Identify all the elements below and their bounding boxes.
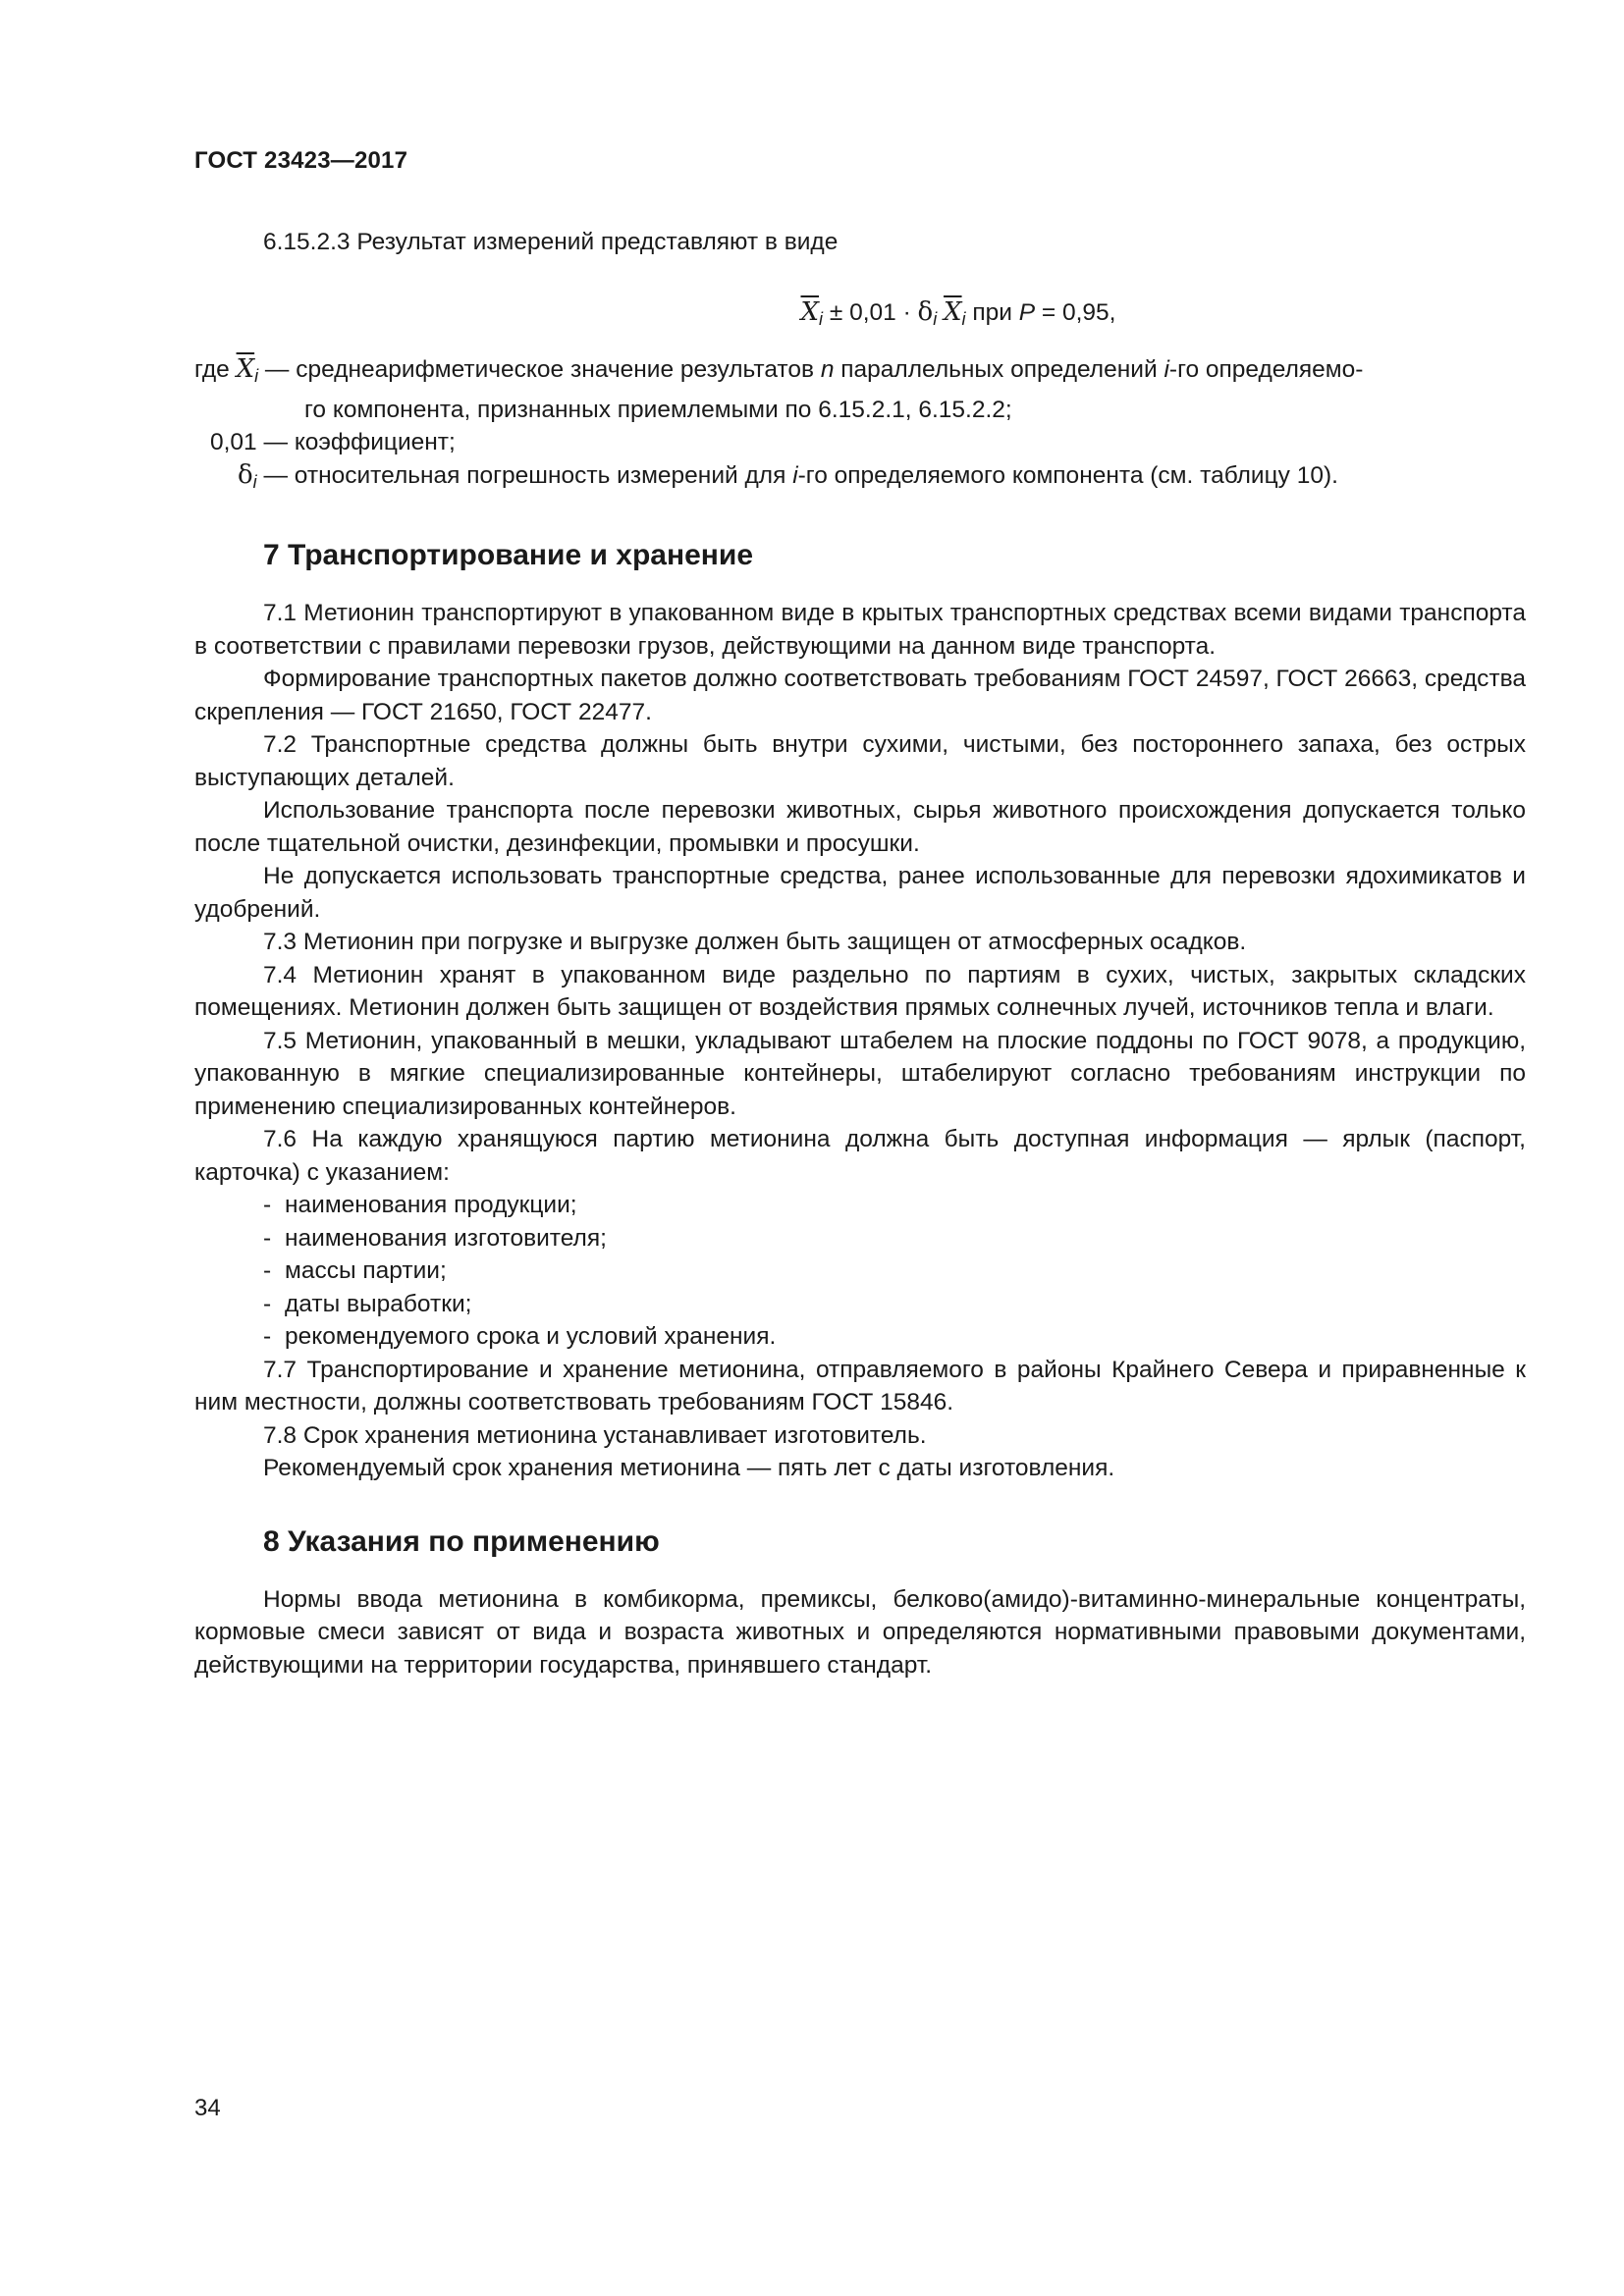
formula-delta-sub: i [933, 308, 938, 329]
paragraph: 7.7 Транспортирование и хранение метионина, отправляемого в районы Крайнего Севера и приравненные к ним местности, должны соответствовать требованиям ГОСТ 15846. [194, 1356, 1526, 1415]
legend-symbol-x-sub: i [254, 366, 259, 386]
paragraph: 7.3 Метионин при погрузке и выгрузке должен быть защищен от атмосферных осадков. [263, 929, 1247, 955]
label-info-list [194, 1189, 1526, 1354]
legend-text: относительная погрешность измерений для [294, 461, 793, 489]
legend-prefix: где [194, 356, 237, 383]
formula-x-mean-2: $\overline{X}$ [944, 296, 962, 327]
legend-symbol-delta-sub: i [252, 471, 257, 492]
list-item: - рекомендуемого срока и условий хранения. [263, 1320, 1526, 1354]
paragraph: Формирование транспортных пакетов должно соответствовать требованиям ГОСТ 24597, ГОСТ 26663, средства скрепления — ГОСТ 21650, ГОСТ 22477. [194, 666, 1526, 725]
legend-text: -го определяемого компонента (см. таблицу 10). [797, 461, 1338, 489]
paragraph: 7.2 Транспортные средства должны быть внутри сухими, чистыми, без постороннего запаха, без острых выступающих деталей. [194, 731, 1526, 791]
document-header: ГОСТ 23423—2017 [194, 147, 408, 174]
legend-text-continuation: го компонента, признанных приемлемыми по 6.15.2.1, 6.15.2.2; [304, 396, 1012, 423]
legend-dash: — [258, 356, 297, 383]
paragraph: Рекомендуемый срок хранения метионина — пять лет с даты изготовления. [263, 1455, 1115, 1481]
legend-term-delta [238, 459, 257, 500]
formula-x-mean: $\overline{X}$ [800, 296, 820, 327]
paragraph: 7.5 Метионин, упакованный в мешки, укладывают штабелем на плоские поддоны по ГОСТ 9078, а продукцию, упакованную в мягкие специализированные контейнеры, штабелируют согласно требованиям инструкции по применению специализированных контейнеров. [194, 1027, 1526, 1120]
legend-n: n [820, 356, 835, 383]
legend-term-coef: 0,01 [210, 429, 257, 455]
formula-space [937, 299, 944, 326]
legend-dash: — [256, 429, 295, 455]
legend-item-x [194, 353, 1526, 426]
formula-sub-i: i [819, 308, 824, 329]
legend-text: среднеарифметическое значение результатов [296, 356, 821, 383]
legend-item-delta [194, 459, 1526, 500]
legend-symbol-x: $\overline{X}$ [236, 354, 255, 384]
legend-i: i [792, 461, 798, 489]
legend-text: параллельных определений [834, 356, 1164, 383]
formula-p-value: = 0,95, [1035, 298, 1116, 326]
result-formula [194, 296, 1526, 337]
formula-legend [194, 353, 1526, 499]
paragraph: 7.8 Срок хранения метионина устанавливает изготовитель. [263, 1421, 927, 1449]
page-number: 34 [194, 2095, 221, 2121]
legend-text: -го определяемо- [1168, 356, 1364, 383]
paragraph: Не допускается использовать транспортные средства, ранее использованные для перевозки ядохимикатов и удобрений. [194, 863, 1526, 923]
list-item: - даты выработки; [263, 1288, 1526, 1321]
paragraph: 7.6 На каждую хранящуюся партию метионина должна быть доступная информация — ярлык (паспорт, карточка) с указанием: [194, 1126, 1526, 1186]
paragraph: Нормы ввода метионина в комбикорма, премиксы, белково(амидо)-витаминно-минеральные концентраты, кормовые смеси зависят от вида и возраста животных и определяются нормативными правовыми документами, действующими на территории государства, принявшего стандарт. [194, 1585, 1526, 1679]
paragraph: Использование транспорта после перевозки животных, сырья животного происхождения допускается только после тщательной очистки, дезинфекции, промывки и просушки. [194, 797, 1526, 857]
legend-i: i [1164, 356, 1169, 383]
formula-pm: ± 0,01 · [823, 298, 918, 326]
section-title-7: 7 Транспортирование и хранение [263, 539, 754, 571]
section-title-8: 8 Указания по применению [263, 1524, 660, 1558]
legend-def-x [194, 353, 1526, 426]
document-body [194, 226, 1526, 1682]
list-item: - наименования изготовителя; [263, 1222, 1526, 1255]
paragraph: 7.1 Метионин транспортируют в упакованном виде в крытых транспортных средствах всеми видами транспорта в соответствии с правилами перевозки грузов, действующими на данном виде транспорта. [194, 600, 1526, 660]
list-item: - массы партии; [263, 1255, 1526, 1288]
legend-def-coef: коэффициент; [294, 429, 456, 455]
formula-delta: δ [917, 296, 934, 327]
formula-p: P [1018, 298, 1036, 326]
paragraph: 7.4 Метионин хранят в упакованном виде раздельно по партиям в сухих, чистых, закрытых складских помещениях. Метионин должен быть защищен от воздействия прямых солнечных лучей, источников тепла и влаги. [194, 961, 1526, 1021]
legend-symbol-delta: δ [238, 459, 253, 490]
paragraph-6-15-2-3: 6.15.2.3 Результат измерений представляют в виде [263, 229, 839, 255]
formula-at: при [965, 298, 1019, 326]
formula-sub-i-2: i [961, 308, 966, 329]
legend-dash: — [256, 461, 295, 489]
legend-item-coef [194, 426, 1526, 459]
list-item: - наименования продукции; [263, 1189, 1526, 1222]
legend-def-delta [295, 459, 1526, 493]
